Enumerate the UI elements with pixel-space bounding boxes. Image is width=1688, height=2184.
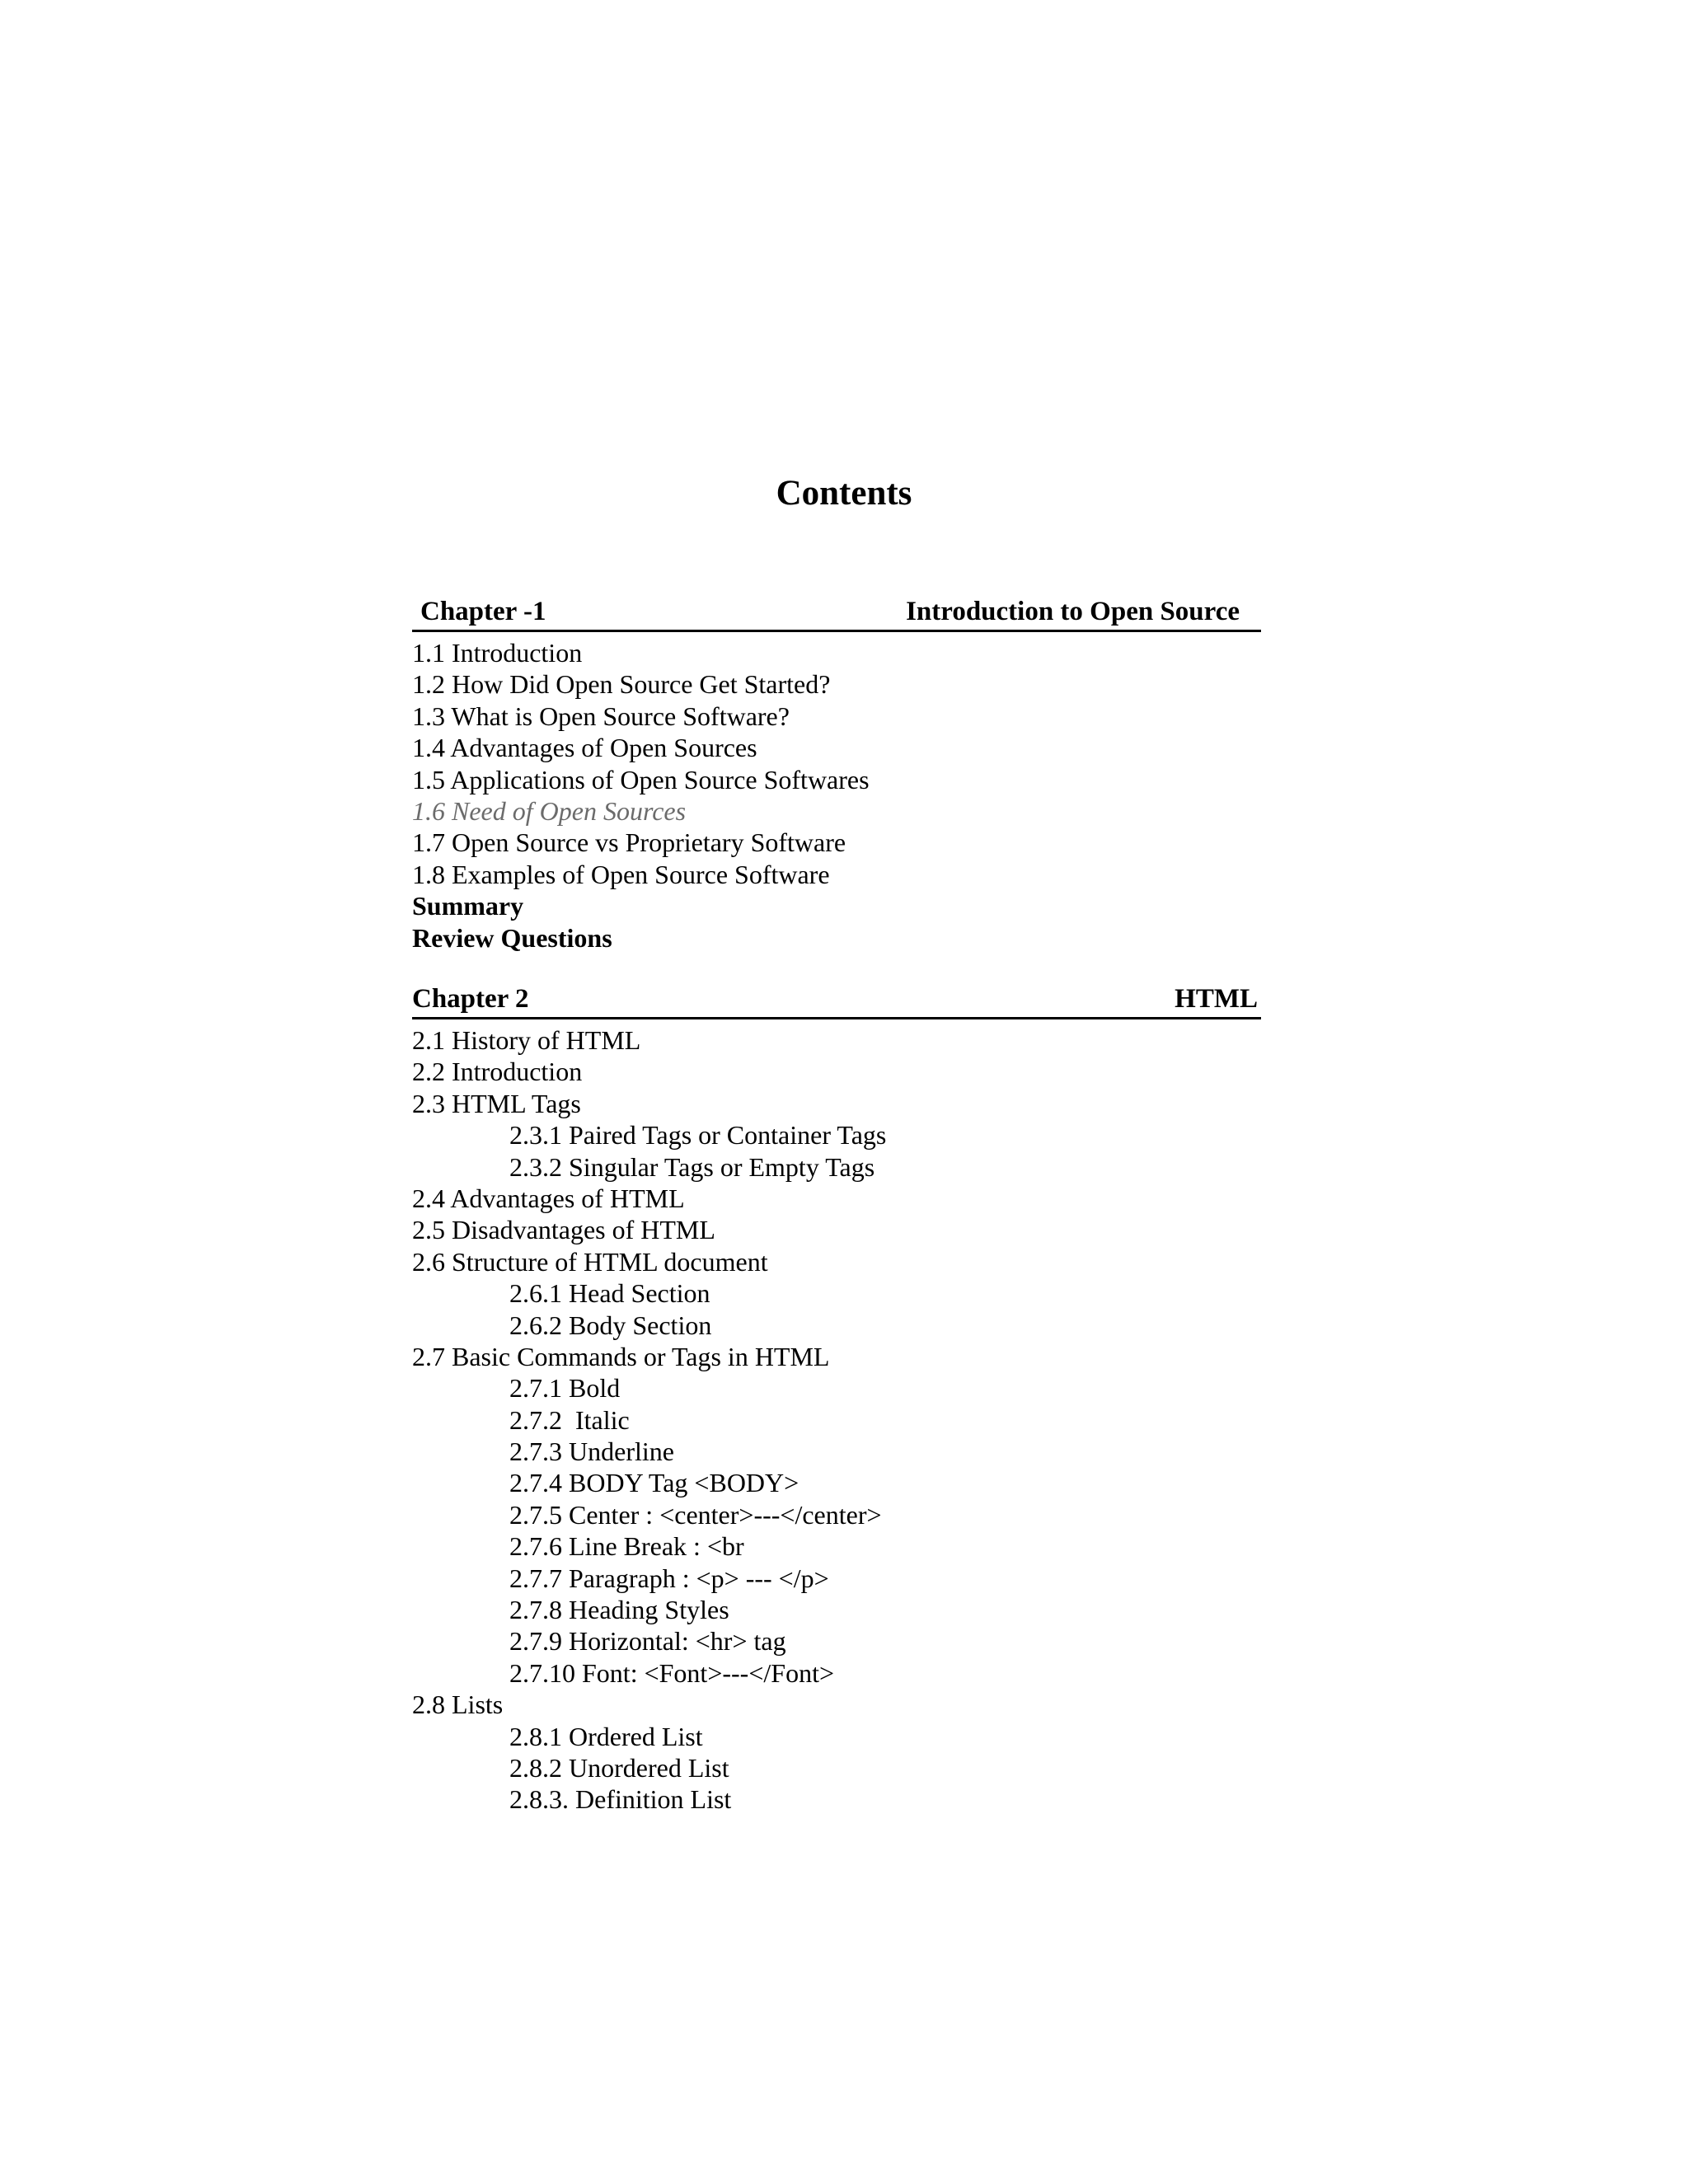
toc-subentry: 2.8.1 Ordered List xyxy=(509,1721,703,1751)
toc-entry: 1.3 What is Open Source Software? xyxy=(412,701,790,731)
toc-subentry: 2.8.2 Unordered List xyxy=(509,1752,729,1783)
chapter-header xyxy=(412,981,1261,1019)
chapter-label: Chapter 2 xyxy=(412,984,529,1014)
toc-entry: 2.8 Lists xyxy=(412,1690,504,1720)
chapter-1-section xyxy=(412,593,1261,954)
toc-subentry: 2.7.2 Italic xyxy=(509,1404,630,1435)
toc-subentry: 2.7.4 BODY Tag <BODY> xyxy=(509,1468,799,1498)
toc-subentry: 2.8.3. Definition List xyxy=(509,1784,732,1815)
chapter-2-section xyxy=(412,981,1261,1816)
toc-entry: 2.3 HTML Tags xyxy=(412,1088,581,1118)
toc-entry: 1.4 Advantages of Open Sources xyxy=(412,733,757,763)
toc-entry: 1.1 Introduction xyxy=(412,638,583,668)
toc-entry: Summary xyxy=(412,891,524,921)
toc-subentry: 2.3.2 Singular Tags or Empty Tags xyxy=(509,1151,875,1182)
toc-list xyxy=(412,1019,1261,1816)
toc-entry: 2.2 Introduction xyxy=(412,1057,583,1087)
chapter-header xyxy=(412,593,1261,632)
toc-entry: 1.5 Applications of Open Source Softwares xyxy=(412,764,870,794)
toc-subentry: 2.7.3 Underline xyxy=(509,1436,674,1467)
toc-subentry: 2.7.7 Paragraph : <p> --- </p> xyxy=(509,1563,829,1593)
page-title: Contents xyxy=(776,474,912,513)
toc-subentry: 2.7.1 Bold xyxy=(509,1373,621,1404)
chapter-title: Introduction to Open Source xyxy=(906,597,1240,626)
toc-subentry: 2.7.10 Font: <Font>---</Font> xyxy=(509,1657,834,1688)
toc-subentry: 2.6.2 Body Section xyxy=(509,1310,712,1340)
toc-entry: Review Questions xyxy=(412,922,612,953)
toc-subentry: 2.6.1 Head Section xyxy=(509,1278,710,1309)
toc-entry: 2.5 Disadvantages of HTML xyxy=(412,1215,715,1245)
toc-entry: 1.8 Examples of Open Source Software xyxy=(412,859,830,889)
toc-subentry: 2.3.1 Paired Tags or Container Tags xyxy=(509,1120,887,1151)
toc-entry: 1.7 Open Source vs Proprietary Software xyxy=(412,827,846,858)
toc-list xyxy=(412,632,1261,954)
chapter-label: Chapter -1 xyxy=(420,597,546,626)
toc-entry: 2.4 Advantages of HTML xyxy=(412,1183,685,1213)
toc-subentry: 2.7.9 Horizontal: <hr> tag xyxy=(509,1626,786,1657)
toc-subentry: 2.7.5 Center : <center>---</center> xyxy=(509,1499,882,1530)
toc-entry: 1.2 How Did Open Source Get Started? xyxy=(412,669,831,700)
chapter-title: HTML xyxy=(1175,984,1258,1014)
toc-entry: 2.7 Basic Commands or Tags in HTML xyxy=(412,1341,830,1371)
toc-subentry: 2.7.8 Heading Styles xyxy=(509,1595,729,1625)
toc-entry: 2.1 History of HTML xyxy=(412,1025,641,1055)
toc-entry: 1.6 Need of Open Sources xyxy=(412,795,687,826)
toc-entry: 2.6 Structure of HTML document xyxy=(412,1246,768,1277)
toc-subentry: 2.7.6 Line Break : <br xyxy=(509,1531,744,1562)
